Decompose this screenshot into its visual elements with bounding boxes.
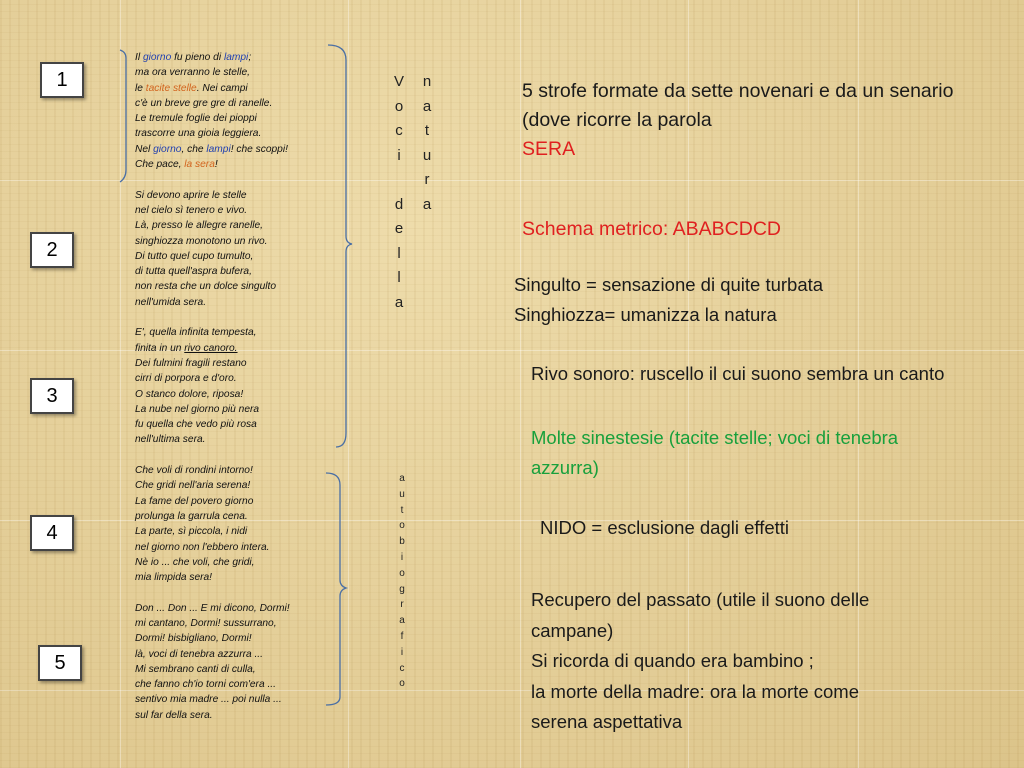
poem-line: le tacite stelle. Nei campi <box>135 82 248 94</box>
strophe-number-1: 1 <box>40 62 84 98</box>
note-nido: NIDO = esclusione dagli effetti <box>540 517 790 538</box>
poem-line: La parte, sì piccola, i nidi <box>135 526 248 538</box>
strophe-number-3: 3 <box>30 378 74 414</box>
note-schema-metrico: Schema metrico: ABABCDCD <box>522 218 781 240</box>
note-bambino-line: Si ricorda di quando era bambino ; <box>531 650 814 671</box>
poem-line: Nel giorno, che lampi! che scoppi! <box>135 143 288 155</box>
strophe-number-2: 2 <box>30 232 74 268</box>
bracket-strophes-1-2 <box>120 50 126 182</box>
poem-line: fu quella che vedo più rosa <box>135 419 257 431</box>
note-singhiozza-line: Singhiozza= umanizza la natura <box>514 304 777 325</box>
poem-line: Nè io ... che voli, che gridi, <box>135 556 255 568</box>
poem-line: Che voli di rondini intorno! <box>135 465 253 477</box>
note-singulto <box>514 270 974 330</box>
note-strofe: 5 strofe formate da sette novenari e da un senario (dove ricorre la parola SERA <box>522 80 954 160</box>
poem-line: là, voci di tenebra azzurra ... <box>135 648 263 660</box>
poem-line: Che gridi nell'aria serena! <box>135 480 251 492</box>
poem-line: nell'ultima sera. <box>135 434 206 446</box>
poem-line: Il giorno fu pieno di lampi; <box>135 52 252 63</box>
poem-line: di tutta quell'aspra bufera, <box>135 266 252 278</box>
poem-line: sentivo mia madre ... poi nulla ... <box>135 694 282 706</box>
poem-line: La fame del povero giorno <box>135 495 254 507</box>
poem-line: mi cantano, Dormi! sussurrano, <box>135 617 277 629</box>
poem-line: nel giorno non l'ebbero intera. <box>135 541 270 553</box>
poem-line: Don ... Don ... E mi dicono, Dormi! <box>135 602 290 614</box>
poem-line: singhiozza monotono un rivo. <box>135 235 268 247</box>
poem-line: Di tutto quel cupo tumulto, <box>135 250 254 262</box>
poem-line: prolunga la garrula cena. <box>135 510 248 522</box>
poem-line: E', quella infinita tempesta, <box>135 327 257 339</box>
note-recupero-passato <box>531 585 916 738</box>
poem-line: trascorre una gioia leggiera. <box>135 128 262 140</box>
poem-line: Dei fulmini fragili restano <box>135 357 247 369</box>
poem-line: non resta che un dolce singulto <box>135 281 277 293</box>
vertical-label-autobiografico: a u t o b i o g r a f i c o <box>399 473 405 690</box>
note-singulto-line: Singulto = sensazione di quite turbata <box>514 274 824 295</box>
poem-line: Là, presso le allegre ranelle, <box>135 220 263 232</box>
poem-line: finita in un rivo canoro. <box>135 342 238 354</box>
poem-line: Mi sembrano canti di culla, <box>135 663 256 675</box>
vertical-label-voci-della: V o c i d e l l a <box>393 73 404 311</box>
poem-line: nel cielo sì tenero e vivo. <box>135 204 248 216</box>
poem-line: ma ora verranno le stelle, <box>135 67 250 79</box>
poem-line: La nube nel giorno più nera <box>135 403 260 415</box>
poem-line: Che pace, la sera! <box>135 159 218 171</box>
note-rivo-sonoro: Rivo sonoro: ruscello il cui suono sembra un canto <box>531 363 945 384</box>
poem-line: cirri di porpora e d'oro. <box>135 373 237 385</box>
poem-line: O stanco dolore, riposa! <box>135 388 244 400</box>
poem-line: Si devono aprire le stelle <box>135 189 247 201</box>
vertical-label-natura: n a t u r a <box>422 73 432 213</box>
note-madre-line: la morte della madre: ora la morte come serena aspettativa <box>531 680 859 732</box>
poem-line: che fanno ch'io torni com'era ... <box>135 679 276 691</box>
note-sinestesie: Molte sinestesie (tacite stelle; voci di tenebra azzurra) <box>531 427 899 478</box>
poem-line: Dormi! bisbigliano, Dormi! <box>135 633 252 645</box>
poem-line: sul far della sera. <box>135 709 213 721</box>
note-recupero-line: Recupero del passato (utile il suono delle campane) <box>531 589 870 641</box>
strophe-number-5: 5 <box>38 645 82 681</box>
poem-text <box>135 50 340 723</box>
poem-line: mia limpida sera! <box>135 572 212 584</box>
poem-line: Le tremule foglie dei pioppi <box>135 113 257 125</box>
strophe-number-4: 4 <box>30 515 74 551</box>
poem-line: c'è un breve gre gre di ranelle. <box>135 97 273 109</box>
poem-line: nell'umida sera. <box>135 296 207 308</box>
